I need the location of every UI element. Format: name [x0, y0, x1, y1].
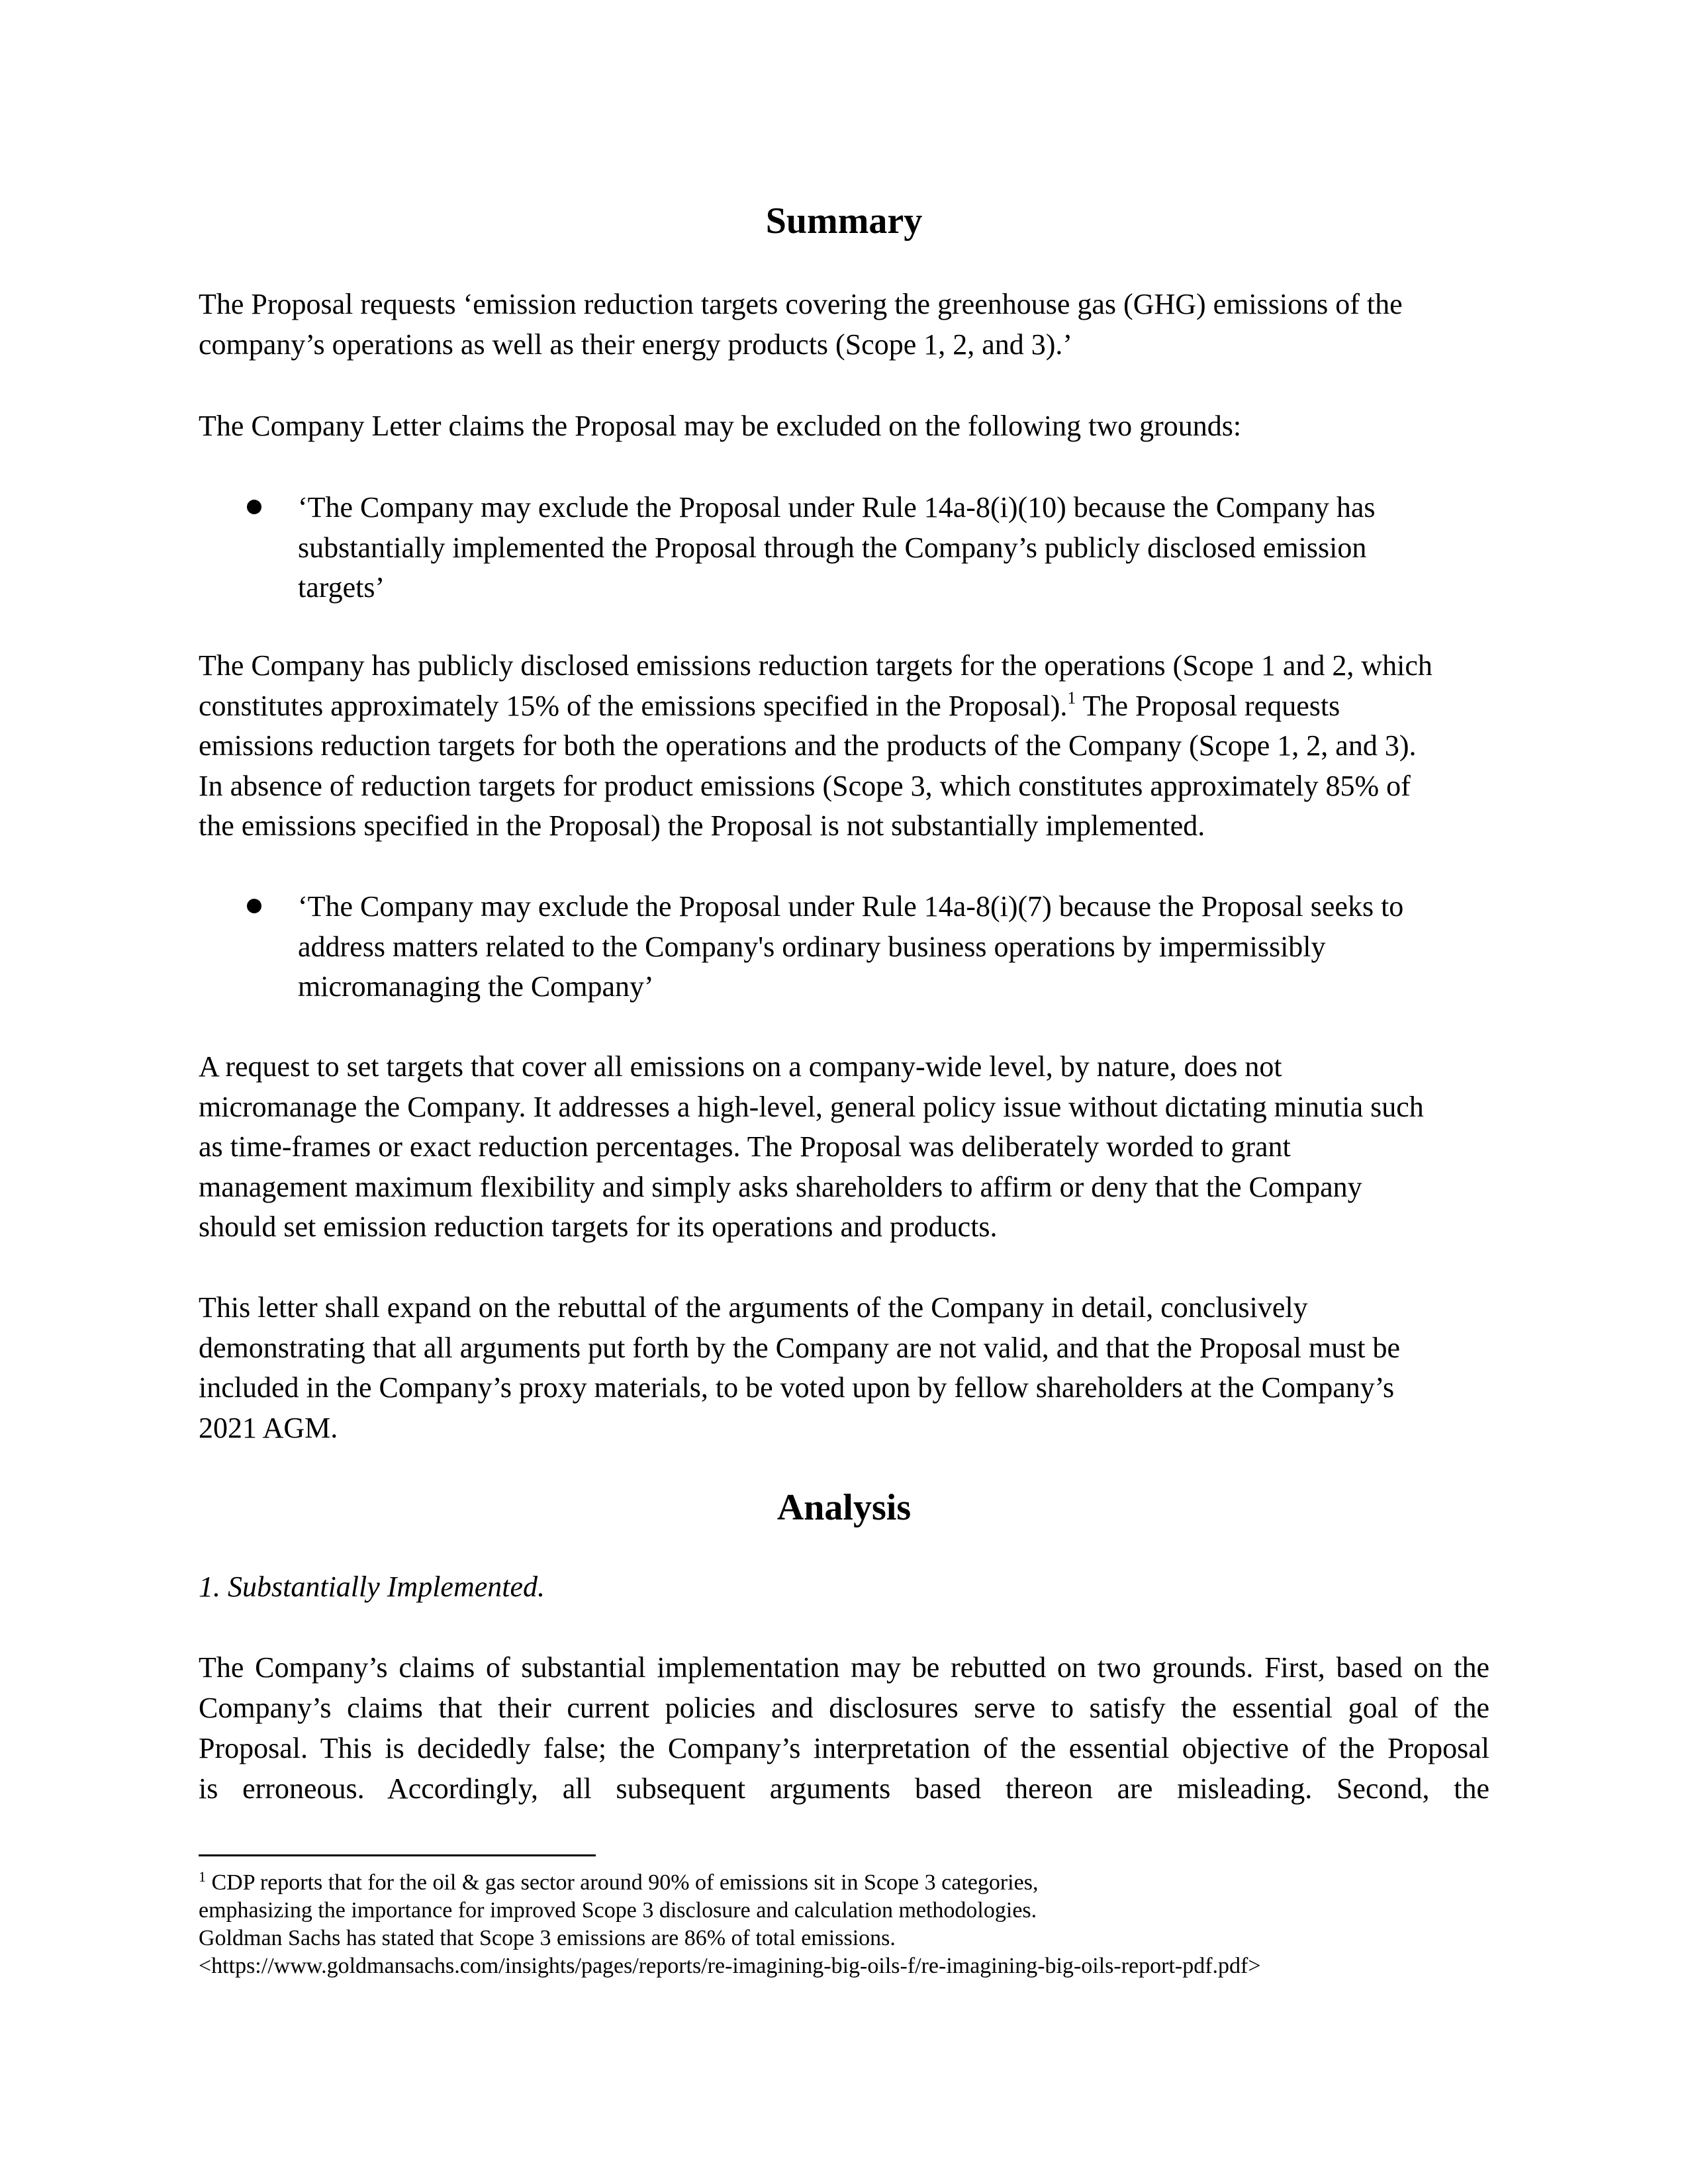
bullet-dot-icon	[247, 500, 261, 514]
analysis-heading: Analysis	[776, 1487, 912, 1528]
paragraph-3-text-b: The Proposal requests emissions reduction targets for both the operations and the products of the Company (Scope 1, 2, and 3). In absence of reduction targets for product emissions (Scope 3, which constitutes approximately 85% of the emissions specified in the Proposal) the Proposal is not substantially implemented.	[199, 689, 1417, 842]
summary-paragraph-4: A request to set targets that cover all emissions on a company-wide level, by nature, does not micromanage the Company. It addresses a high-level, general policy issue without dictating minutia such as time-frames or exact reduction percentages. The Proposal was deliberately worded to grant management maximum flexibility and simply asks shareholders to affirm or deny that the Company should set emission reduction targets for its operations and products.	[199, 1050, 1424, 1243]
bullet-text-2: ‘The Company may exclude the Proposal under Rule 14a-8(i)(7) because the Proposal seeks to address matters related to the Company's ordinary business operations by impermissibly micromanaging the Company’	[298, 890, 1404, 1003]
footnote	[199, 1869, 1489, 1980]
paragraph-3-text-a: The Company has publicly disclosed emissions reduction targets for the operations (Scope 1 and 2, which constitutes approximately 15% of the emissions specified in the Proposal).	[199, 649, 1432, 722]
analysis-paragraph-line-1: The Company’s claims of substantial implementation may be rebutted on two grounds. First, based on the	[199, 1651, 1489, 1684]
summary-paragraph-5: This letter shall expand on the rebuttal of the arguments of the Company in detail, conclusively demonstrating that all arguments put forth by the Company are not valid, and that the Proposal must be included in the Company’s proxy materials, to be voted upon by fellow shareholders at the Company’s 2021 AGM.	[199, 1291, 1401, 1444]
analysis-paragraph-line-3: Proposal. This is decidedly false; the Company’s interpretation of the essential objective of the Proposal	[199, 1732, 1489, 1764]
footnote-divider	[199, 1854, 596, 1856]
footnote-text: CDP reports that for the oil & gas sector around 90% of emissions sit in Scope 3 categories, emphasizing the importance for improved Scope 3 disclosure and calculation methodologies. Goldman Sachs has stated that Scope 3 emissions are 86% of total emissions. <https://www.goldmansachs.com/insights/pages/reports/re-imagining-big-oils-f/re-imagining-big-oils-report-pdf.pdf>	[199, 1870, 1261, 1978]
summary-heading: Summary	[765, 201, 923, 242]
footnote-reference: 1	[1067, 688, 1076, 707]
bullet-dot-icon	[247, 899, 261, 913]
analysis-paragraph-line-2: Company’s claims that their current policies and disclosures serve to satisfy the essential goal of the	[199, 1692, 1489, 1724]
bullet-text-1: ‘The Company may exclude the Proposal under Rule 14a-8(i)(10) because the Company has substantially implemented the Proposal through the Company’s publicly disclosed emission targets’	[298, 491, 1376, 604]
analysis-subheading: 1. Substantially Implemented.	[199, 1570, 545, 1603]
summary-paragraph-3	[199, 646, 1489, 846]
summary-paragraph-2: The Company Letter claims the Proposal may be excluded on the following two grounds:	[199, 410, 1242, 442]
summary-paragraph-1: The Proposal requests ‘emission reduction targets covering the greenhouse gas (GHG) emissions of the company’s operations as well as their energy products (Scope 1, 2, and 3).’	[199, 288, 1403, 361]
footnote-number: 1	[199, 1868, 206, 1885]
analysis-paragraph-line-4: is erroneous. Accordingly, all subsequent arguments based thereon are misleading. Second, the	[199, 1772, 1489, 1805]
